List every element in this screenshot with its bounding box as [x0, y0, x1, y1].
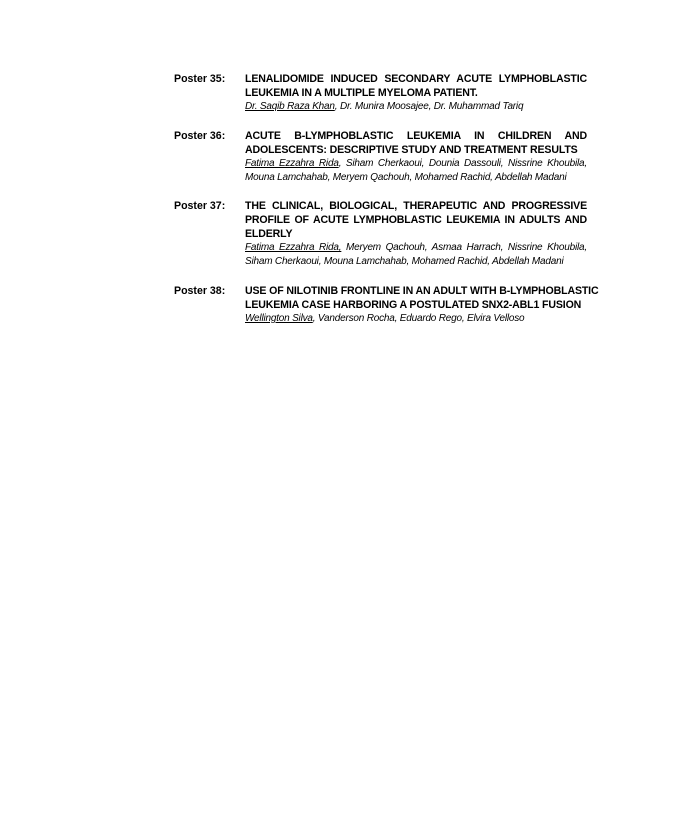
poster-title-line: ADOLESCENTS: DESCRIPTIVE STUDY AND TREATMENT RESULTS — [245, 144, 578, 156]
presenting-author: Fatima Ezzahra Rida, — [245, 242, 342, 253]
poster-body — [245, 284, 599, 326]
poster-title-line: LEUKEMIA IN A MULTIPLE MYELOMA PATIENT. — [245, 87, 478, 99]
poster-title-line: PROFILE OF ACUTE LYMPHOBLASTIC LEUKEMIA IN ADULTS AND — [245, 214, 587, 226]
poster-title-line: LEUKEMIA CASE HARBORING A POSTULATED SNX2-ABL1 FUSION — [245, 299, 582, 311]
presenting-author: Wellington Silva — [245, 313, 313, 324]
poster-authors — [245, 100, 587, 114]
poster-title-line: LENALIDOMIDE INDUCED SECONDARY ACUTE LYMPHOBLASTIC — [245, 73, 587, 85]
presenting-author: Dr. Saqib Raza Khan — [245, 101, 335, 112]
poster-authors-continued: Mouna Lamchahab, Meryem Qachouh, Mohamed Rachid, Abdellah Madani — [245, 171, 567, 183]
poster-body — [245, 129, 587, 184]
poster-body — [245, 199, 587, 268]
poster-authors — [245, 312, 587, 326]
co-authors: , Siham Cherkaoui, Dounia Dassouli, Nissrine Khoubila, — [338, 158, 587, 169]
poster-title-line: USE OF NILOTINIB FRONTLINE IN AN ADULT WITH B-LYMPHOBLASTIC — [245, 285, 599, 297]
co-authors: , Dr. Munira Moosajee, Dr. Muhammad Tariq — [334, 101, 524, 112]
poster-label: Poster 36: — [174, 130, 226, 142]
poster-title-line: ACUTE B-LYMPHOBLASTIC LEUKEMIA IN CHILDREN AND — [245, 130, 587, 142]
co-authors: Meryem Qachouh, Asmaa Harrach, Nissrine Khoubila, — [341, 242, 587, 253]
poster-authors — [245, 157, 587, 171]
poster-body — [245, 72, 587, 114]
presenting-author: Fatima Ezzahra Rida — [245, 158, 339, 169]
poster-title-line: THE CLINICAL, BIOLOGICAL, THERAPEUTIC AND PROGRESSIVE — [245, 200, 587, 212]
poster-label: Poster 37: — [174, 200, 226, 212]
poster-authors — [245, 241, 587, 255]
poster-label: Poster 35: — [174, 73, 226, 85]
poster-label: Poster 38: — [174, 285, 226, 297]
poster-title-line: ELDERLY — [245, 228, 293, 240]
poster-authors-continued: Siham Cherkaoui, Mouna Lamchahab, Mohamed Rachid, Abdellah Madani — [245, 255, 564, 267]
co-authors: , Vanderson Rocha, Eduardo Rego, Elvira Velloso — [312, 313, 525, 324]
